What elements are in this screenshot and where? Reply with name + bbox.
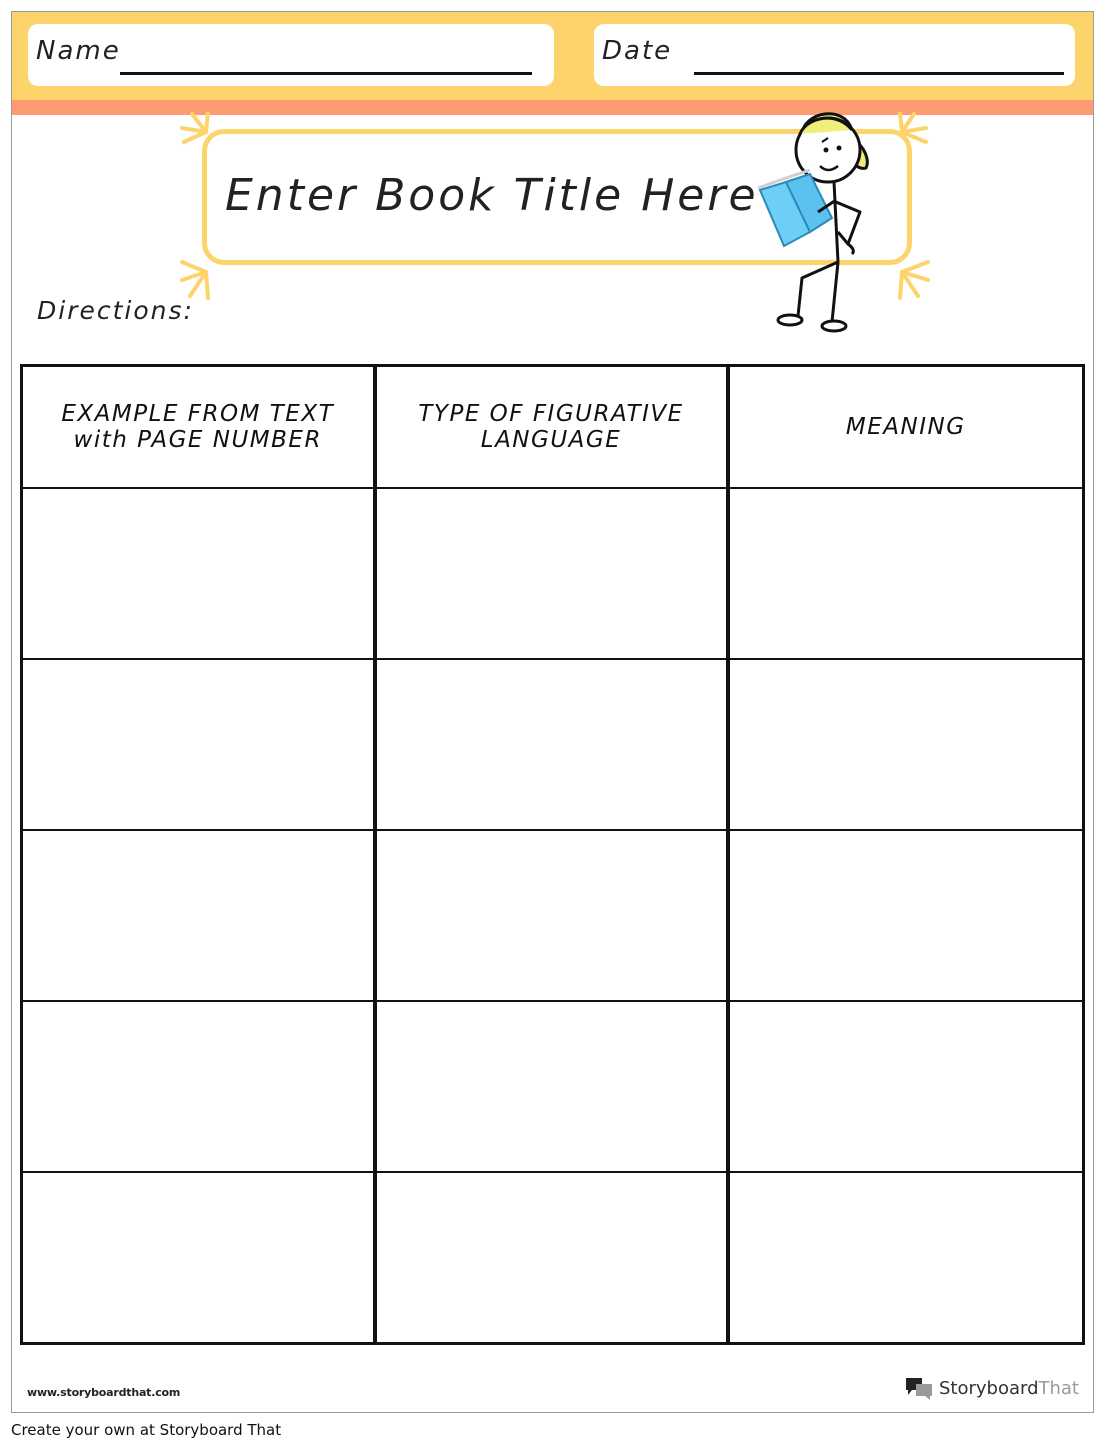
header-band xyxy=(12,12,1093,100)
table-row xyxy=(22,488,1084,659)
worksheet-page xyxy=(11,11,1094,1413)
date-label: Date xyxy=(602,36,673,66)
directions-label: Directions: xyxy=(37,296,194,325)
table-cell[interactable] xyxy=(728,1001,1084,1172)
table-cell[interactable] xyxy=(728,659,1084,830)
table-row xyxy=(22,1001,1084,1172)
table-cell[interactable] xyxy=(375,659,728,830)
speech-bubbles-icon xyxy=(904,1376,934,1400)
brand-name-part2: That xyxy=(1038,1377,1079,1399)
table-cell[interactable] xyxy=(728,1172,1084,1344)
name-label: Name xyxy=(36,36,121,66)
column-header-type: TYPE OF FIGURATIVE LANGUAGE xyxy=(375,366,728,489)
column-header-example: EXAMPLE FROM TEXT with PAGE NUMBER xyxy=(22,366,375,489)
create-your-own-credit[interactable]: Create your own at Storyboard That xyxy=(11,1421,282,1439)
table-cell[interactable] xyxy=(22,830,375,1001)
book-title[interactable]: Enter Book Title Here xyxy=(225,170,759,221)
table-cell[interactable] xyxy=(22,1172,375,1344)
date-write-line xyxy=(694,72,1064,75)
table-cell[interactable] xyxy=(22,659,375,830)
figurative-language-table xyxy=(20,364,1085,1345)
table-cell[interactable] xyxy=(375,1172,728,1344)
reader-illustration-icon xyxy=(740,104,900,336)
column-header-meaning: MEANING xyxy=(728,366,1084,489)
table-cell[interactable] xyxy=(728,830,1084,1001)
date-field[interactable] xyxy=(594,24,1075,86)
table-row xyxy=(22,659,1084,830)
table-cell[interactable] xyxy=(375,488,728,659)
table-cell[interactable] xyxy=(375,830,728,1001)
name-write-line xyxy=(120,72,532,75)
footer-url[interactable]: www.storyboardthat.com xyxy=(27,1386,181,1399)
table-cell[interactable] xyxy=(728,488,1084,659)
name-field[interactable] xyxy=(28,24,554,86)
table-cell[interactable] xyxy=(22,1001,375,1172)
brand-name-part1: Storyboard xyxy=(938,1377,1039,1399)
storyboardthat-logo[interactable] xyxy=(904,1374,1079,1402)
table-cell[interactable] xyxy=(375,1001,728,1172)
table-header-row xyxy=(22,366,1084,489)
table-row xyxy=(22,1172,1084,1344)
table-cell[interactable] xyxy=(22,488,375,659)
table-row xyxy=(22,830,1084,1001)
